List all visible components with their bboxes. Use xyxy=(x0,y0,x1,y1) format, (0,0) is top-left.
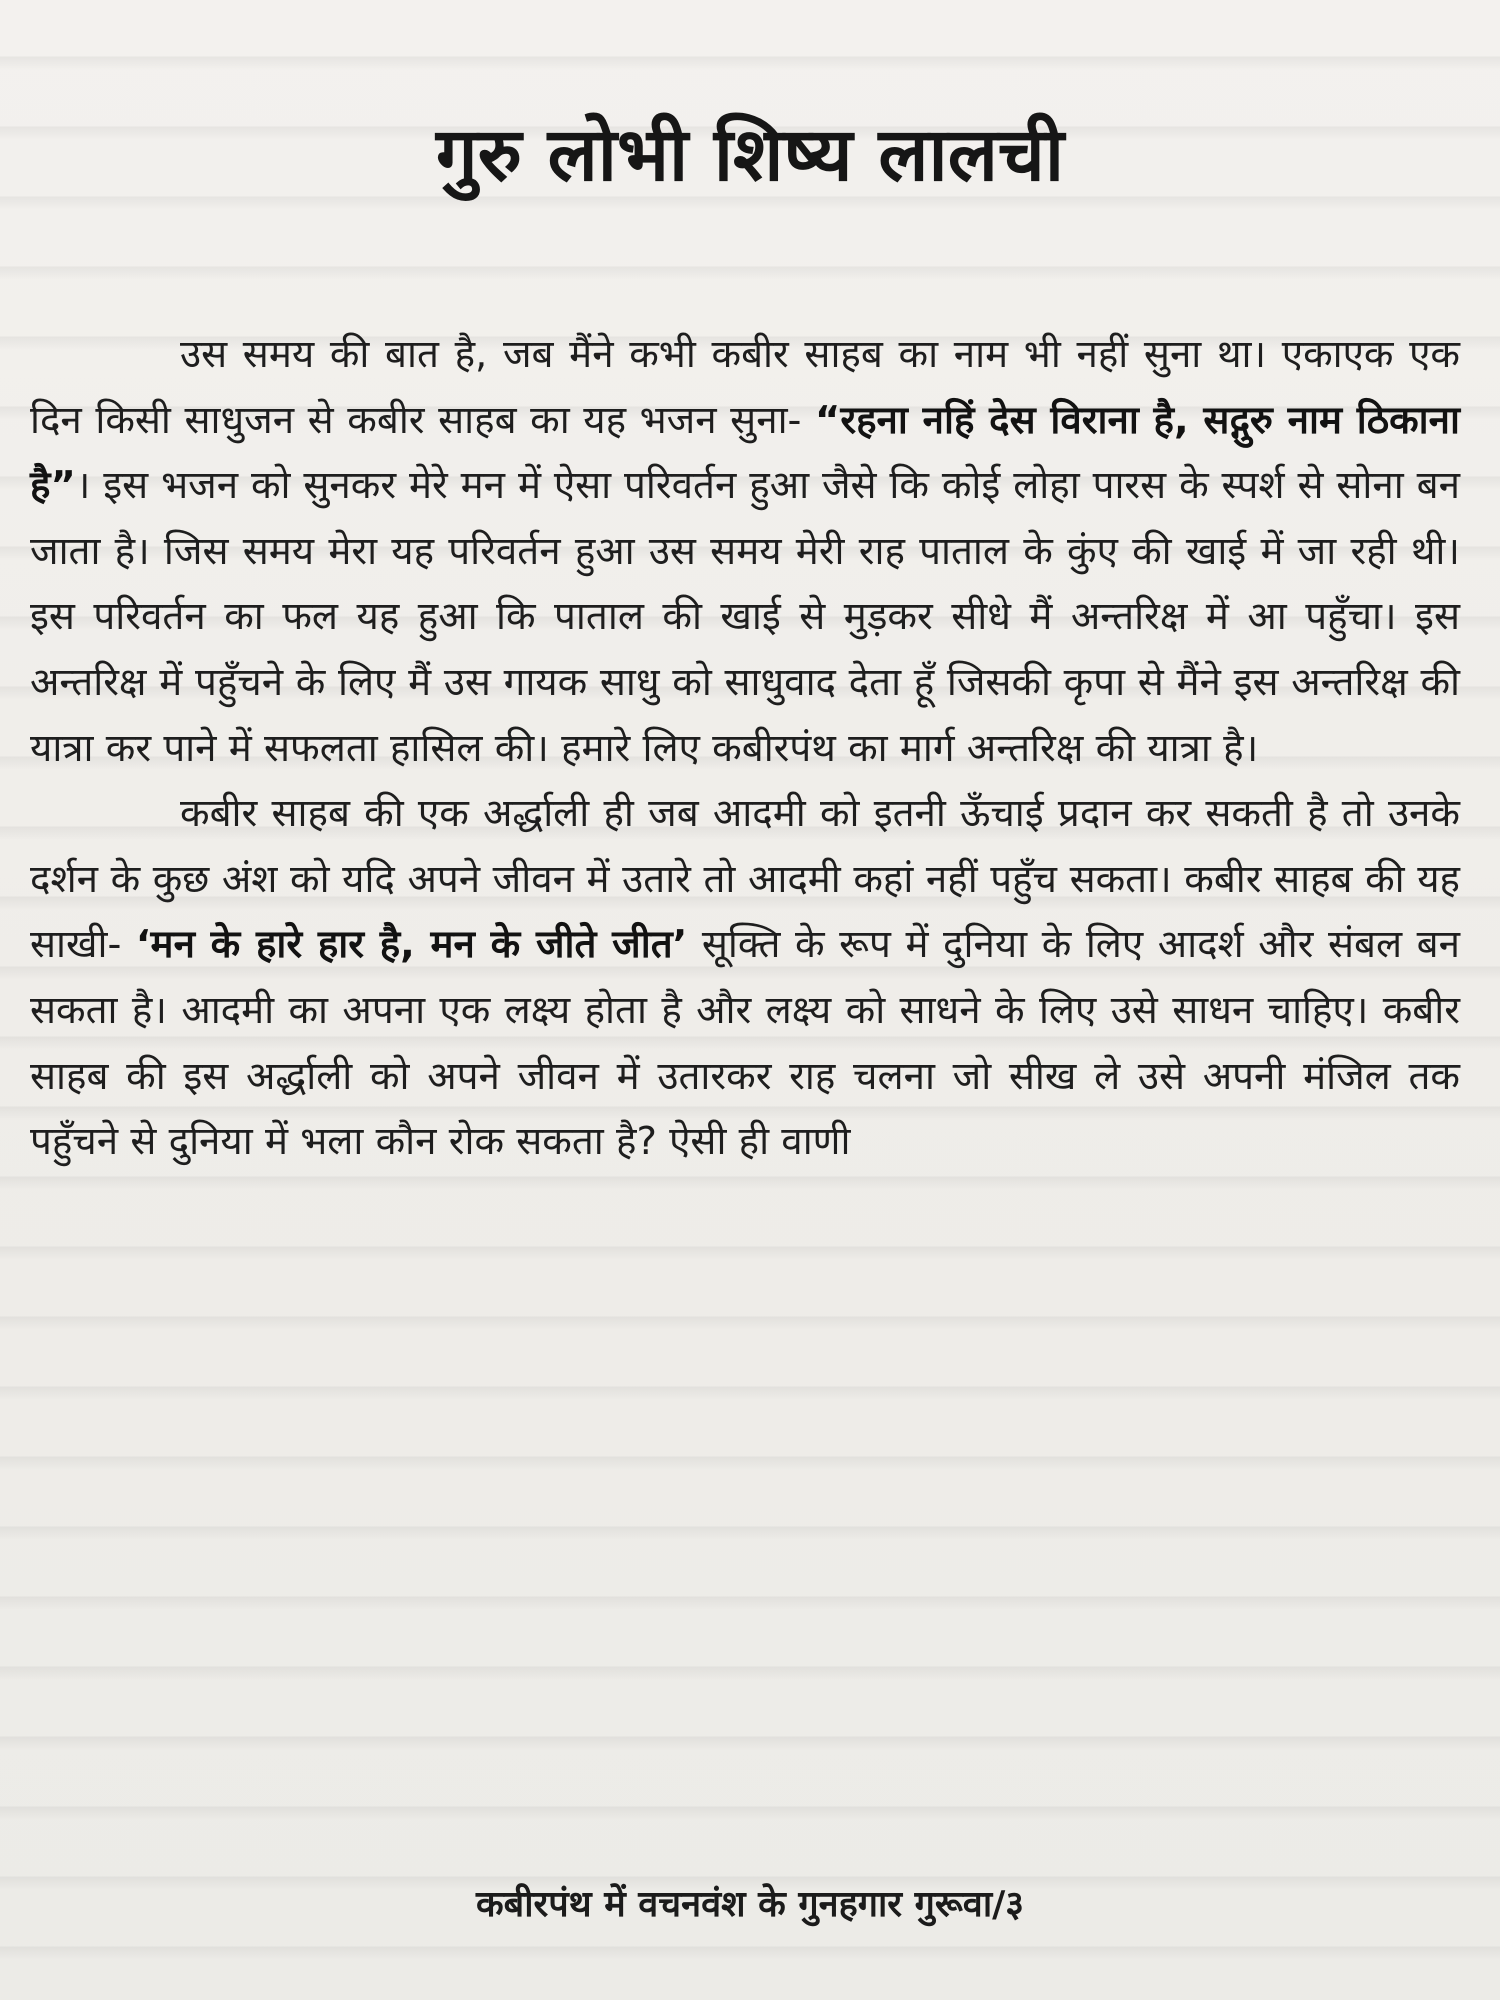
paragraph-1-text-a: उस समय की बात है, जब मैंने कभी कबीर साहब का नाम भी नहीं सुना था। एकाएक एक दिन किसी साधुजन से कबीर साहब का यह भजन सुना- xyxy=(30,332,1460,443)
paragraph-2 xyxy=(30,781,1460,1175)
sakhi-quote: ‘मन के हारे हार है, मन के जीते जीत’ xyxy=(135,922,688,968)
chapter-body xyxy=(30,322,1460,1175)
chapter-title: गुरु लोभी शिष्य लालची xyxy=(435,112,1065,198)
paragraph-2-text-a: कबीर साहब की एक अर्द्धाली ही जब आदमी को इतनी ऊँचाई प्रदान कर सकती है तो उनके दर्शन के कुछ अंश को यदि अपने जीवन में उतारे तो आदमी कहां नहीं पहुँच सकता। कबीर साहब की यह साखी- xyxy=(30,791,1460,968)
bhajan-quote: “रहना नहिं देस विराना है, सद्गुरु नाम ठिकाना है” xyxy=(30,397,1460,509)
paragraph-2-text-b: सूक्ति के रूप में दुनिया के लिए आदर्श और संबल बन सकता है। आदमी का अपना एक लक्ष्य होता है और लक्ष्य को साधने के लिए उसे साधन चाहिए। कबीर साहब की इस अर्द्धाली को अपने जीवन में उतारकर राह चलना जो सीख ले उसे अपनी मंजिल तक पहुँचने से दुनिया में भला कौन रोक सकता है? ऐसी ही वाणी xyxy=(30,922,1461,1165)
paragraph-1 xyxy=(30,322,1460,781)
paragraph-1-text-b: । इस भजन को सुनकर मेरे मन में ऐसा परिवर्तन हुआ जैसे कि कोई लोहा पारस के स्पर्श से सोना बन जाता है। जिस समय मेरा यह परिवर्तन हुआ उस समय मेरी राह पाताल के कुंए की खाई में जा रही थी। इस परिवर्तन का फल यह हुआ कि पाताल की खाई से मुड़कर सीधे मैं अन्तरिक्ष में आ पहुँचा। इस अन्तरिक्ष में पहुँचने के लिए मैं उस गायक साधु को साधुवाद देता हूँ जिसकी कृपा से मैंने इस अन्तरिक्ष की यात्रा कर पाने में सफलता हासिल की। हमारे लिए कबीरपंथ का मार्ग अन्तरिक्ष की यात्रा है। xyxy=(30,463,1460,771)
page-footer: कबीरपंथ में वचनवंश के गुनहगार गुरूवा/३ xyxy=(475,1884,1025,1925)
